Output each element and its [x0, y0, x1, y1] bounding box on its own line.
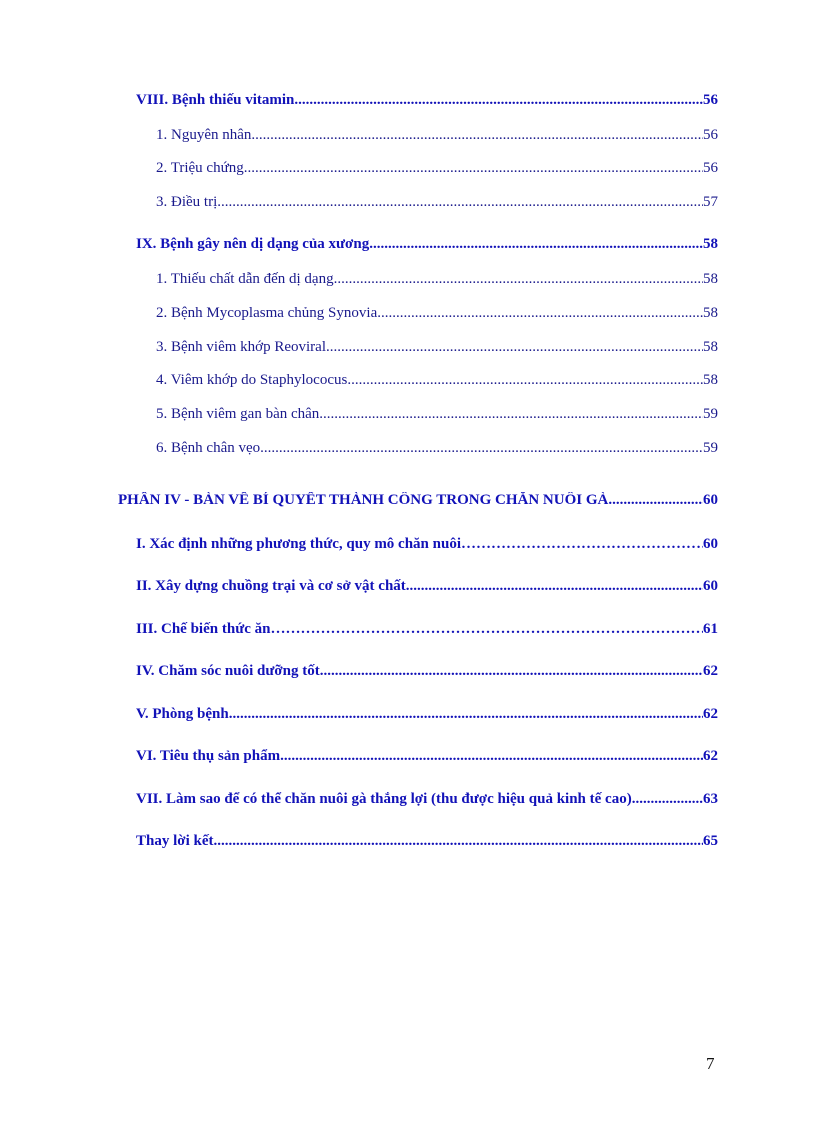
toc-entry-9-1[interactable] [136, 271, 718, 293]
toc-entry-part4-4[interactable] [136, 663, 718, 685]
toc-leader-dots [369, 236, 703, 253]
toc-entry-title: 6. Bệnh chân vẹo [156, 440, 261, 456]
toc-entry-part4-7[interactable] [136, 791, 718, 813]
toc-leader-dots [320, 663, 703, 680]
toc-entry-8-3[interactable] [136, 194, 718, 216]
toc-entry-9-6[interactable] [136, 440, 718, 462]
toc-leader-dots [229, 706, 703, 723]
page-number: 7 [706, 1054, 715, 1073]
toc-entry-8-2[interactable] [136, 160, 718, 182]
toc-entry-page: 58 [703, 305, 718, 321]
toc-entry-page: 58 [703, 271, 718, 287]
toc-entry-page: 56 [703, 160, 718, 176]
toc-entry-title: 5. Bệnh viêm gan bàn chân [156, 406, 320, 422]
toc-entry-title: V. Phòng bệnh [136, 706, 229, 722]
toc-leader-dots [213, 833, 703, 850]
toc-entry-part4-6[interactable] [136, 748, 718, 770]
toc-entry-part4-3[interactable] [136, 621, 718, 643]
toc-entry-page: 62 [703, 748, 718, 764]
toc-leader-dots [294, 92, 703, 109]
toc-leader-dots [632, 791, 703, 808]
toc-entry-section-9[interactable] [136, 236, 718, 258]
toc-entry-page: 56 [703, 127, 718, 143]
toc-entry-section-8[interactable] [136, 92, 718, 114]
toc-leader-dots [244, 160, 703, 177]
toc-entry-closing[interactable] [136, 833, 718, 855]
toc-entry-9-2[interactable] [136, 305, 718, 327]
toc-entry-8-1[interactable] [136, 127, 718, 149]
toc-entry-title: VI. Tiêu thụ sản phẩm [136, 748, 281, 764]
toc-leader-dots [347, 372, 703, 389]
toc-entry-page: 58 [703, 372, 718, 388]
toc-entry-page: 58 [703, 339, 718, 355]
toc-leader-dots [608, 492, 703, 509]
toc-entry-part4-5[interactable] [136, 706, 718, 728]
toc-entry-page: 65 [703, 833, 718, 849]
toc-entry-page: 59 [703, 406, 718, 422]
toc-entry-part4-2[interactable] [136, 578, 718, 600]
toc-leader-dots [217, 194, 703, 211]
toc-entry-title: 1. Thiếu chất dẫn đến dị dạng [156, 271, 334, 287]
toc-entry-page: 58 [703, 236, 718, 252]
toc-entry-page: 56 [703, 92, 718, 108]
toc-entry-page: 60 [703, 578, 718, 594]
toc-entry-title: 1. Nguyên nhân [156, 127, 252, 143]
toc-entry-page: 61 [703, 621, 718, 637]
toc-entry-title: VIII. Bệnh thiếu vitamin [136, 92, 295, 108]
toc-entry-title: IV. Chăm sóc nuôi dưỡng tốt [136, 663, 320, 679]
toc-entry-title: IX. Bệnh gây nên dị dạng của xương [136, 236, 370, 252]
toc-entry-page: 63 [703, 791, 718, 807]
toc-entry-title: 3. Điều trị [156, 194, 218, 210]
toc-entry-9-4[interactable] [136, 372, 718, 394]
toc-leader-dots [334, 271, 703, 288]
toc-leader-dots [406, 578, 703, 595]
toc-entry-title: 4. Viêm khớp do Staphylococus [156, 372, 348, 388]
toc-entry-title: II. Xây dựng chuồng trại và cơ sở vật chất [136, 578, 406, 594]
toc-entry-page: 60 [703, 492, 718, 508]
toc-entry-title: 2. Bệnh Mycoplasma chủng Synovia [156, 305, 378, 321]
toc-entry-title: 2. Triệu chứng [156, 160, 244, 176]
toc-entry-part4-1[interactable] [136, 536, 718, 558]
toc-entry-part-4[interactable] [118, 492, 718, 514]
toc-entry-page: 57 [703, 194, 718, 210]
toc-entry-page: 62 [703, 663, 718, 679]
toc-leader-dots [326, 339, 703, 356]
toc-entry-9-5[interactable] [136, 406, 718, 428]
toc-leader-dots [319, 406, 703, 423]
toc-leader-dots [260, 440, 703, 457]
toc-entry-title: PHẦN IV - BÀN VỀ BÍ QUYẾT THÀNH CÔNG TRONG CHĂN NUÔI GÀ [118, 492, 609, 508]
toc-entry-title: I. Xác định những phương thức, quy mô chăn nuôi [136, 536, 462, 552]
toc-leader-dots [270, 621, 703, 638]
toc-leader-dots [377, 305, 703, 322]
toc-entry-page: 60 [703, 536, 718, 552]
toc-entry-title: Thay lời kết [136, 833, 214, 849]
toc-entry-page: 59 [703, 440, 718, 456]
toc-entry-9-3[interactable] [136, 339, 718, 361]
toc-leader-dots [251, 127, 703, 144]
toc-entry-title: III. Chế biến thức ăn [136, 621, 271, 637]
toc-entry-title: VII. Làm sao để có thể chăn nuôi gà thắng lợi (thu được hiệu quả kinh tế cao) [136, 791, 632, 807]
toc-leader-dots [461, 536, 703, 553]
toc-entry-page: 62 [703, 706, 718, 722]
toc-entry-title: 3. Bệnh viêm khớp Reoviral [156, 339, 326, 355]
toc-leader-dots [280, 748, 703, 765]
